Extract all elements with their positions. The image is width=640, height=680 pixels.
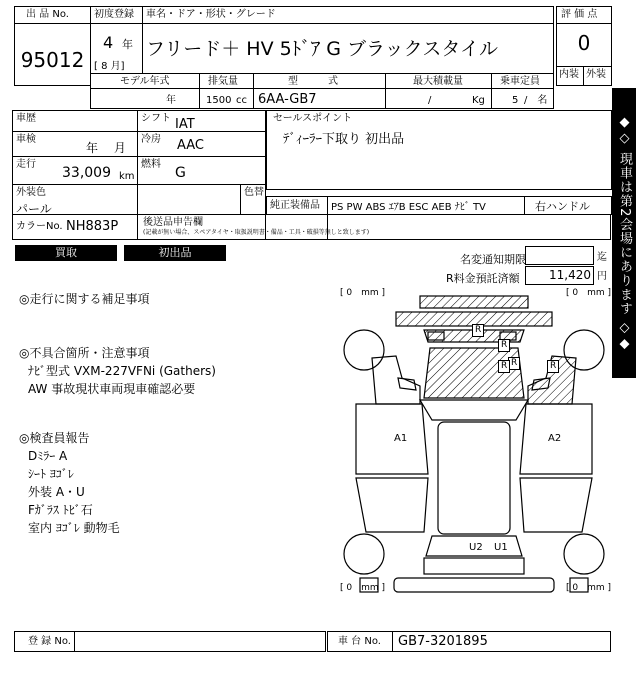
defects-line-2: AW 事故現状車両現車確認必要: [28, 382, 196, 396]
tire-depth-front-left: [ 0 mm ]: [340, 288, 386, 298]
car-name-label: 車名・ドア・形状・グレード: [146, 9, 276, 20]
capacity-unit: / 名: [524, 95, 548, 106]
car-name: フリード＋ HV 5ﾄﾞｱ G ブラックスタイル: [146, 38, 499, 60]
shift-value: IAT: [175, 117, 195, 132]
mark-r-3: R: [508, 357, 520, 370]
load-label: 最大積載量: [413, 76, 463, 87]
defects-title: ◎不具合箇所・注意事項: [19, 346, 150, 360]
front-door-left: [356, 404, 428, 474]
hood: [424, 348, 524, 398]
tire-depth-rear-left: [ 0 mm ]: [340, 583, 386, 593]
mark-r-1: R: [472, 324, 484, 337]
driving-notes-title: ◎走行に関する補足事項: [19, 292, 150, 306]
load-slash: /: [428, 95, 432, 106]
defects-line-1: ﾅﾋﾞ型式 VXM-227VFNi (Gathers): [28, 364, 216, 378]
inspector-line-1: Dﾐﾗｰ A: [28, 449, 68, 463]
lot-label: 出 品 No.: [26, 9, 69, 20]
first-reg-year-unit: 年: [122, 38, 133, 51]
inspector-line-5: 室内 ﾖｺﾞﾚ 動物毛: [28, 521, 120, 535]
recycle-label: R料金預託済額: [446, 272, 520, 285]
side-banner-text: ◆◇ 現車は第2会場にあります ◇◆: [617, 115, 632, 353]
exterior-color-label: 外装色: [16, 187, 46, 198]
eval-label: 評 価 点: [561, 9, 598, 20]
tire-front-left: [344, 330, 384, 370]
first-reg-month: [ 8 月]: [94, 61, 125, 72]
roof: [438, 422, 510, 534]
model-year-label: モデル年式: [120, 76, 170, 87]
mark-u2: U2: [469, 542, 483, 553]
ac-label: 冷房: [141, 134, 161, 145]
mark-r-5: R: [547, 360, 559, 373]
notice-unit: 迄: [597, 252, 607, 263]
chassis-label: 車 台 No.: [338, 636, 381, 647]
tire-depth-front-right: [ 0 mm ]: [566, 288, 612, 298]
mileage-label: 走行: [16, 159, 36, 170]
steering-value: 右ハンドル: [535, 200, 590, 213]
type-value: 6AA-GB7: [258, 92, 317, 107]
exterior-label: 外装: [586, 69, 606, 80]
badge-first-listing: 初出品: [124, 245, 226, 261]
chassis-value: GB7-3201895: [398, 634, 488, 649]
front-bumper-top: [420, 296, 528, 308]
badge-purchase: 買取: [15, 245, 117, 261]
displacement-value: 1500: [206, 95, 232, 106]
capacity-label: 乗車定員: [500, 76, 540, 87]
equipment-value: PS PW ABS ｴｱB ESC AEB ﾅﾋﾞ TV: [331, 202, 486, 213]
tire-depth-rear-right: [ 0 mm ]: [566, 583, 612, 593]
registration-label: 登 録 No.: [28, 636, 71, 647]
recycle-value: 11,420: [549, 268, 591, 282]
ac-value: AAC: [177, 138, 204, 153]
fuel-label: 燃料: [141, 159, 161, 170]
exterior-color-value: パール: [16, 202, 52, 216]
rear-door-right: [520, 478, 592, 532]
fuel-value: G: [175, 165, 186, 181]
tire-rear-left: [344, 534, 384, 574]
recycle-unit: 円: [597, 271, 607, 282]
first-reg-label: 初度登録: [94, 9, 134, 20]
color-no-value: NH883P: [66, 219, 119, 234]
afterfill-note: (記載が無い場合、スペアタイヤ・取扱説明書・備品・工具・破損等無しと致します): [143, 229, 370, 236]
notice-label: 名変通知期限: [460, 253, 526, 266]
mark-u1: U1: [494, 542, 508, 553]
afterfill-box: [137, 214, 611, 240]
eval-score: 0: [577, 31, 591, 55]
mileage-unit: km: [119, 171, 135, 182]
notice-value-box: [525, 246, 594, 265]
inspection-unit: 年 月: [86, 141, 126, 155]
type-label: 型 式: [288, 76, 338, 87]
rear-hatch: [424, 558, 524, 574]
mark-r-4: R: [498, 360, 510, 373]
equipment-label: 純正装備品: [270, 200, 320, 211]
model-year-unit: 年: [166, 95, 176, 106]
mark-r-2: R: [498, 339, 510, 352]
first-reg-year: 4: [103, 33, 114, 52]
rear-bumper: [394, 578, 554, 592]
inspector-line-3: 外装 A・U: [28, 485, 85, 499]
sales-point-value: ﾃﾞｨｰﾗｰ下取り 初出品: [283, 132, 405, 147]
shift-label: シフト: [141, 113, 171, 124]
color-change-label: 色替: [244, 187, 264, 198]
interior-label: 内装: [559, 69, 579, 80]
mark-a1: A1: [394, 433, 408, 444]
inspector-line-2: ｼｰﾄ ﾖｺﾞﾚ: [28, 467, 74, 481]
displacement-label: 排気量: [208, 76, 238, 87]
lot-number: 95012: [20, 48, 85, 72]
windshield: [420, 400, 528, 420]
rear-door-left: [356, 478, 428, 532]
color-no-label: カラーNo.: [16, 221, 63, 232]
inspector-line-4: Fｶﾞﾗｽ ﾄﾋﾞ石: [28, 503, 93, 517]
mark-a2: A2: [548, 433, 562, 444]
afterfill-label: 後送品申告欄: [143, 217, 203, 228]
displacement-unit: cc: [236, 95, 247, 106]
mileage-value: 33,009: [62, 165, 111, 181]
load-unit: Kg: [472, 95, 485, 106]
history-label: 車歴: [16, 113, 36, 124]
tire-rear-right: [564, 534, 604, 574]
sales-point-label: セールスポイント: [273, 113, 353, 124]
inspection-label: 車検: [16, 134, 36, 145]
capacity-value: 5: [512, 95, 519, 106]
inspector-title: ◎検査員報告: [19, 431, 90, 445]
